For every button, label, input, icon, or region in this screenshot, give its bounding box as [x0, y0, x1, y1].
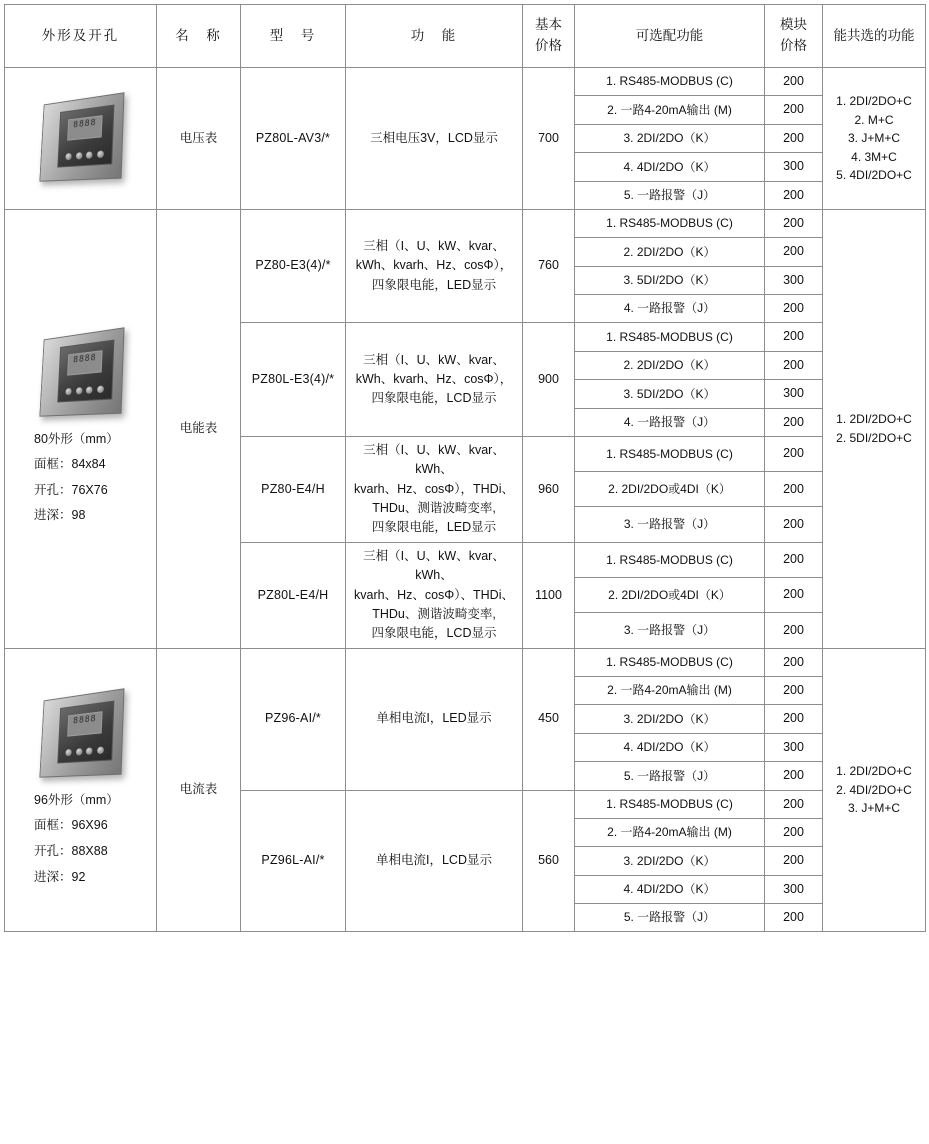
function-line: 四象限电能，LCD显示	[371, 626, 497, 641]
optional-function: 2. 2DI/2DO（K）	[575, 351, 765, 379]
header-module-price-line2: 价格	[780, 38, 807, 53]
shared-function-line: 3. J+M+C	[847, 801, 901, 816]
dimension-line: 进深：92	[34, 869, 86, 884]
product-photo-cell	[5, 648, 157, 932]
function-line: 三相（I、U、kW、kvar、kWh、	[363, 548, 505, 583]
meter-face-icon	[57, 339, 114, 402]
module-price: 200	[765, 904, 823, 932]
module-price: 300	[765, 733, 823, 761]
function-line: 三相（I、U、kW、kvar、kWh、	[363, 442, 505, 477]
meter-display-digits: 8888	[72, 352, 97, 365]
meter-display-icon	[67, 116, 102, 142]
meter-buttons	[65, 385, 104, 395]
header-outline: 外形及开孔	[5, 5, 157, 68]
module-price: 200	[765, 181, 823, 209]
dimension-line: 96外形（mm）	[34, 792, 119, 807]
model-number: PZ80L-E4/H	[241, 542, 346, 648]
model-number: PZ80L-AV3/*	[241, 68, 346, 210]
function-description: 三相电压3V，LCD显示	[346, 68, 523, 210]
model-number: PZ80-E4/H	[241, 436, 346, 542]
function-description	[346, 209, 523, 323]
module-price: 300	[765, 266, 823, 294]
module-price: 200	[765, 351, 823, 379]
optional-function: 2. 2DI/2DO（K）	[575, 238, 765, 266]
optional-function: 3. 2DI/2DO（K）	[575, 847, 765, 875]
module-price: 300	[765, 153, 823, 181]
optional-function: 5. 一路报警（J）	[575, 904, 765, 932]
shared-functions	[823, 68, 926, 210]
shared-functions	[823, 209, 926, 648]
function-line: kWh、kvarh、Hz、cosΦ），	[355, 371, 513, 386]
module-price: 200	[765, 762, 823, 790]
meter-button-icon	[65, 749, 71, 756]
module-price: 200	[765, 790, 823, 818]
dimension-line: 进深：98	[34, 508, 86, 523]
optional-function: 1. RS485-MODBUS (C)	[575, 436, 765, 471]
meter-button-icon	[96, 151, 103, 159]
optional-function: 5. 一路报警（J）	[575, 181, 765, 209]
module-price: 200	[765, 613, 823, 648]
module-price: 200	[765, 323, 823, 351]
optional-function: 3. 一路报警（J）	[575, 507, 765, 542]
function-line: THDu、测谐波畸变率,	[372, 501, 496, 515]
shared-function-line: 1. 2DI/2DO+C	[836, 764, 912, 779]
dimension-line: 面框：84x84	[34, 457, 106, 472]
function-description	[346, 436, 523, 542]
product-category-name: 电压表	[157, 68, 241, 210]
module-price: 300	[765, 875, 823, 903]
model-number: PZ80L-E3(4)/*	[241, 323, 346, 437]
function-line: kvarh、Hz、cosΦ）、THDi、	[354, 587, 514, 602]
meter-button-icon	[86, 747, 93, 755]
meter-button-icon	[86, 152, 93, 160]
meter-button-icon	[65, 387, 71, 394]
meter-photo	[29, 690, 133, 778]
optional-function: 2. 一路4-20mA输出 (M)	[575, 96, 765, 124]
table-header	[5, 5, 926, 68]
shared-function-line: 5. 4DI/2DO+C	[836, 168, 912, 183]
optional-function: 3. 5DI/2DO（K）	[575, 380, 765, 408]
module-price: 200	[765, 295, 823, 323]
header-shared: 能共选的功能	[823, 5, 926, 68]
module-price: 200	[765, 436, 823, 471]
product-photo-cell	[5, 209, 157, 648]
function-line: 四象限电能，LCD显示	[371, 391, 497, 406]
meter-photo	[29, 329, 133, 417]
module-price: 200	[765, 578, 823, 613]
meter-photo	[29, 94, 133, 182]
function-line: 三相（I、U、kW、kvar、	[363, 352, 505, 367]
optional-function: 4. 4DI/2DO（K）	[575, 733, 765, 761]
optional-function: 1. RS485-MODBUS (C)	[575, 542, 765, 577]
table-row	[5, 209, 926, 237]
meter-face-icon	[57, 700, 114, 763]
optional-function: 3. 5DI/2DO（K）	[575, 266, 765, 294]
optional-function: 1. RS485-MODBUS (C)	[575, 68, 765, 96]
header-base-price-line1: 基本	[535, 17, 562, 33]
dimension-line: 80外形（mm）	[34, 431, 119, 446]
dimension-caption	[10, 788, 151, 891]
shared-function-line: 4. 3M+C	[851, 149, 897, 164]
base-price: 450	[523, 648, 575, 790]
meter-display-digits: 8888	[72, 118, 97, 131]
base-price: 700	[523, 68, 575, 210]
header-module-price-line1: 模块	[780, 17, 807, 33]
optional-function: 1. RS485-MODBUS (C)	[575, 648, 765, 676]
header-function: 功 能	[346, 5, 523, 68]
meter-button-icon	[75, 153, 82, 160]
module-price: 200	[765, 96, 823, 124]
header-row	[5, 5, 926, 68]
meter-display-digits: 8888	[72, 713, 97, 727]
module-price: 200	[765, 238, 823, 266]
meter-button-icon	[96, 746, 103, 754]
table-body	[5, 68, 926, 932]
optional-function: 2. 一路4-20mA输出 (M)	[575, 677, 765, 705]
base-price: 960	[523, 436, 575, 542]
header-optional: 可选配功能	[575, 5, 765, 68]
product-category-name: 电能表	[157, 209, 241, 648]
module-price: 200	[765, 408, 823, 436]
module-price: 200	[765, 542, 823, 577]
meter-buttons	[65, 746, 104, 756]
meter-button-icon	[75, 748, 82, 755]
meter-button-icon	[75, 387, 82, 394]
optional-function: 3. 一路报警（J）	[575, 613, 765, 648]
shared-function-line: 3. J+M+C	[847, 131, 901, 146]
table-row	[5, 648, 926, 676]
base-price: 1100	[523, 542, 575, 648]
shared-function-line: 2. 5DI/2DO+C	[836, 430, 912, 445]
base-price: 560	[523, 790, 575, 932]
module-price: 200	[765, 124, 823, 152]
optional-function: 4. 一路报警（J）	[575, 295, 765, 323]
base-price: 760	[523, 209, 575, 323]
shared-function-line: 2. M+C	[854, 112, 894, 127]
optional-function: 2. 一路4-20mA输出 (M)	[575, 818, 765, 846]
optional-function: 1. RS485-MODBUS (C)	[575, 790, 765, 818]
function-line: kvarh、Hz、cosΦ），THDi、	[354, 481, 514, 496]
module-price: 200	[765, 68, 823, 96]
meter-buttons	[65, 151, 104, 161]
dimension-line: 开孔：88X88	[34, 844, 108, 858]
meter-button-icon	[96, 385, 103, 393]
meter-button-icon	[65, 153, 71, 160]
module-price: 200	[765, 472, 823, 507]
function-line: kWh、kvarh、Hz、cosΦ），	[355, 258, 513, 273]
function-description	[346, 542, 523, 648]
function-line: 四象限电能，LED显示	[371, 520, 497, 535]
meter-display-icon	[67, 711, 102, 737]
module-price: 200	[765, 648, 823, 676]
module-price: 300	[765, 380, 823, 408]
product-photo-cell	[5, 68, 157, 210]
optional-function: 2. 2DI/2DO或4DI（K）	[575, 578, 765, 613]
function-description: 单相电流I，LCD显示	[346, 790, 523, 932]
shared-functions	[823, 648, 926, 932]
model-number: PZ96-AI/*	[241, 648, 346, 790]
model-number: PZ96L-AI/*	[241, 790, 346, 932]
meter-display-icon	[67, 350, 102, 376]
optional-function: 4. 4DI/2DO（K）	[575, 153, 765, 181]
optional-function: 2. 2DI/2DO或4DI（K）	[575, 472, 765, 507]
product-category-name: 电流表	[157, 648, 241, 932]
optional-function: 4. 4DI/2DO（K）	[575, 875, 765, 903]
dimension-line: 面框：96X96	[34, 818, 108, 833]
optional-function: 1. RS485-MODBUS (C)	[575, 209, 765, 237]
header-base-price-line2: 价格	[535, 38, 562, 53]
function-description	[346, 323, 523, 437]
function-line: 三相（I、U、kW、kvar、	[363, 239, 505, 254]
base-price: 900	[523, 323, 575, 437]
module-price: 200	[765, 209, 823, 237]
module-price: 200	[765, 507, 823, 542]
table-row	[5, 68, 926, 96]
function-line: THDu、测谐波畸变率,	[372, 606, 496, 621]
model-number: PZ80-E3(4)/*	[241, 209, 346, 323]
optional-function: 3. 2DI/2DO（K）	[575, 124, 765, 152]
module-price: 200	[765, 705, 823, 733]
module-price: 200	[765, 818, 823, 846]
dimension-caption	[10, 427, 151, 530]
shared-function-line: 1. 2DI/2DO+C	[836, 93, 912, 108]
header-name: 名 称	[157, 5, 241, 68]
function-line: 四象限电能，LED显示	[371, 277, 497, 292]
shared-function-line: 1. 2DI/2DO+C	[836, 412, 912, 427]
product-spec-table	[4, 4, 926, 932]
optional-function: 1. RS485-MODBUS (C)	[575, 323, 765, 351]
header-model: 型 号	[241, 5, 346, 68]
shared-function-line: 2. 4DI/2DO+C	[836, 782, 912, 797]
optional-function: 3. 2DI/2DO（K）	[575, 705, 765, 733]
header-module-price	[765, 5, 823, 68]
module-price: 200	[765, 677, 823, 705]
meter-button-icon	[86, 386, 93, 394]
dimension-line: 开孔：76X76	[34, 482, 108, 497]
meter-face-icon	[57, 105, 114, 168]
function-description: 单相电流I，LED显示	[346, 648, 523, 790]
module-price: 200	[765, 847, 823, 875]
optional-function: 4. 一路报警（J）	[575, 408, 765, 436]
optional-function: 5. 一路报警（J）	[575, 762, 765, 790]
header-base-price	[523, 5, 575, 68]
